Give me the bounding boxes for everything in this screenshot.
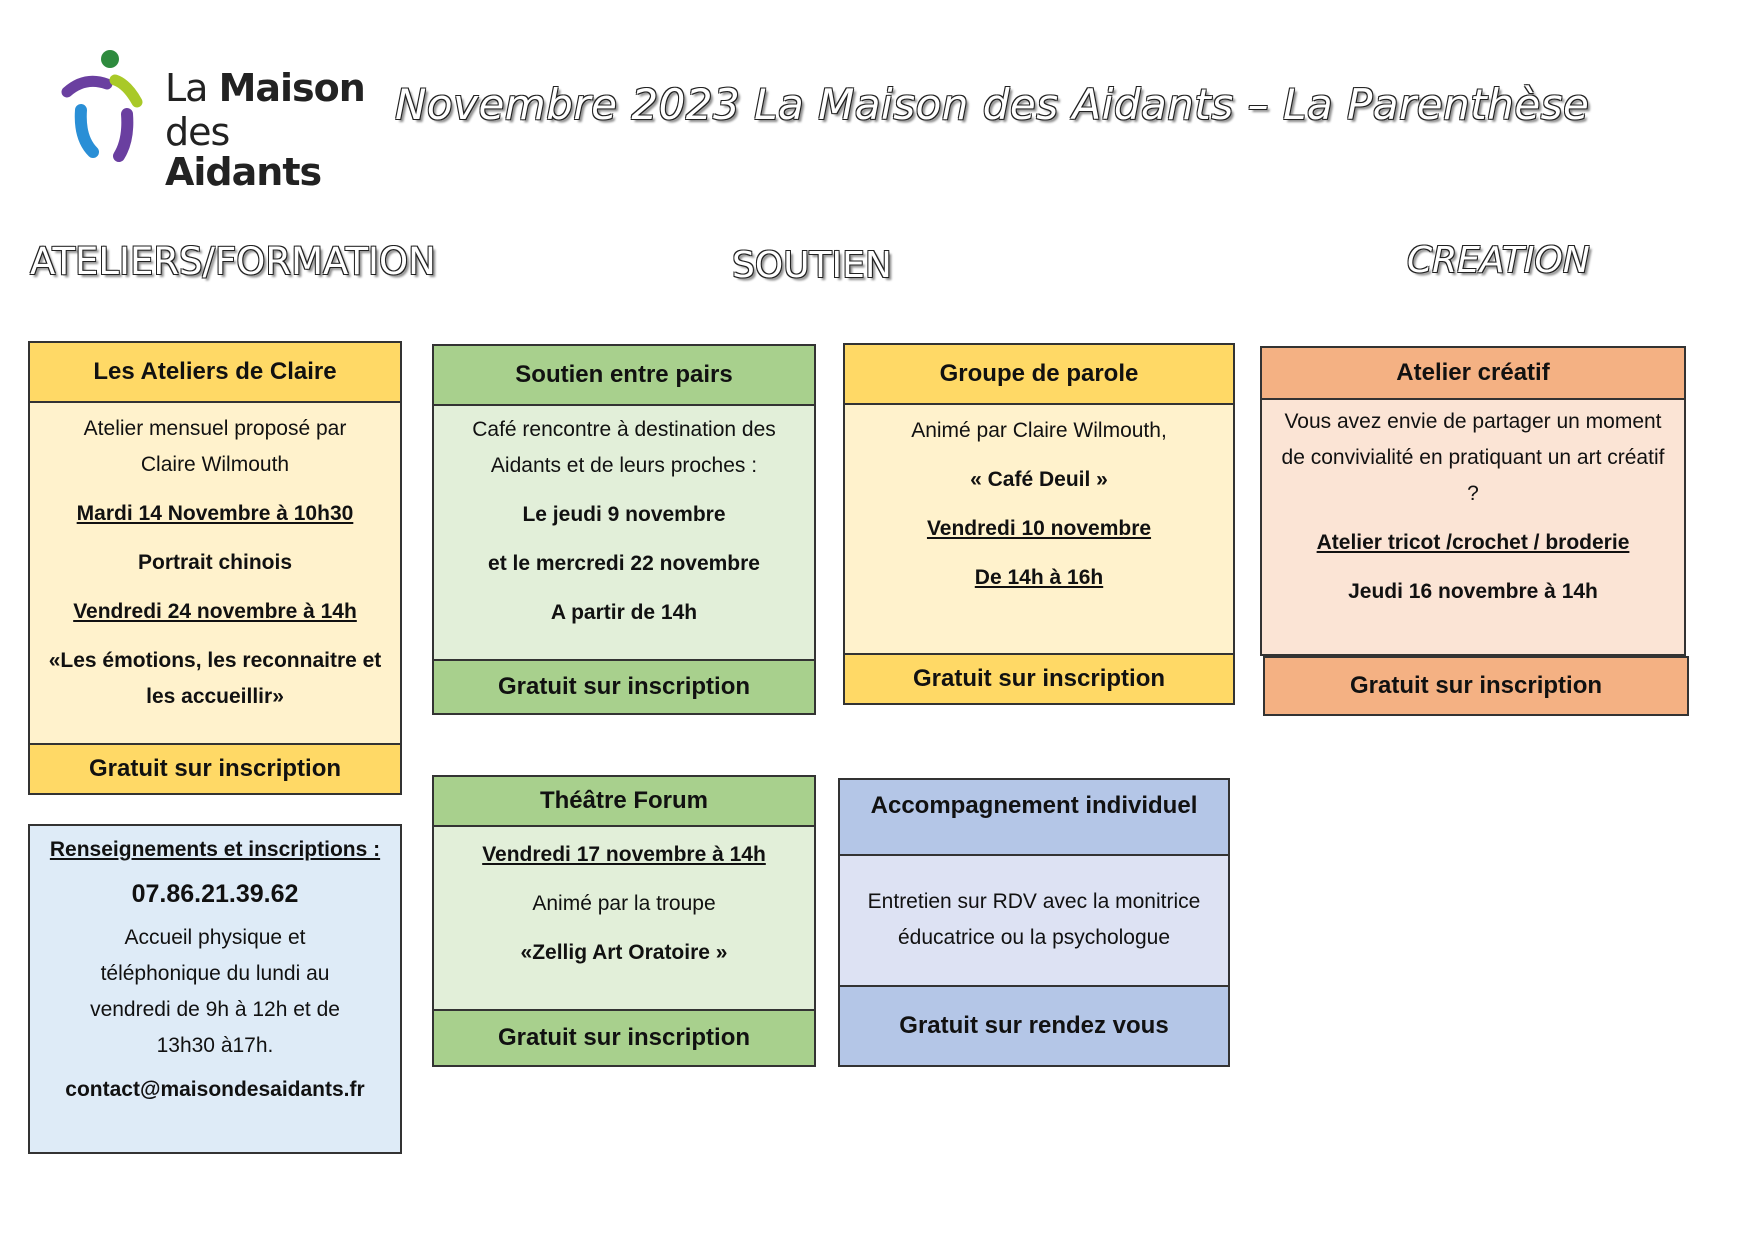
card-header: Groupe de parole: [845, 345, 1233, 405]
card-header: Atelier créatif: [1262, 348, 1684, 400]
section-heading-ateliers: ATELIERS/FORMATION: [30, 240, 436, 283]
card-footer: Gratuit sur inscription: [434, 659, 814, 713]
logo: [55, 42, 365, 194]
card-footer: Gratuit sur rendez vous: [840, 985, 1228, 1065]
card-header: Soutien entre pairs: [434, 346, 814, 406]
card-footer: Gratuit sur inscription: [1349, 672, 1603, 699]
card-header: Accompagnement individuel: [840, 780, 1228, 856]
card-text: Vous avez envie de partager un moment de convivialité en pratiquant un art créatif ?: [1281, 410, 1665, 505]
section-heading-soutien: SOUTIEN: [732, 245, 892, 286]
card-header: Théâtre Forum: [434, 777, 814, 827]
event-date: Jeudi 16 novembre à 14h: [1348, 580, 1598, 603]
card-text: Entretien sur RDV avec la monitrice éducatrice ou la psychologue: [867, 890, 1201, 949]
email-link[interactable]: contact@maisondesaidants.fr: [65, 1078, 365, 1101]
card-text: Café rencontre à destination des Aidants et de leurs proches :: [472, 418, 776, 477]
info-heading: Renseignements et inscriptions :: [49, 838, 381, 861]
logo-line-2: des Aidants: [165, 110, 322, 194]
logo-line-1: La Maison: [165, 66, 365, 110]
phone-number[interactable]: 07.86.21.39.62: [131, 880, 299, 908]
card-groupe-parole: [843, 343, 1235, 705]
card-footer: Gratuit sur inscription: [845, 653, 1233, 703]
card-atelier-creatif-footer: [1263, 656, 1689, 716]
event-time: A partir de 14h: [550, 601, 698, 624]
card-theatre-forum: [432, 775, 816, 1067]
event-date: Vendredi 24 novembre à 14h: [73, 600, 357, 623]
event-date: Mardi 14 Novembre à 10h30: [76, 502, 354, 525]
card-body: [30, 832, 400, 1121]
event-date: et le mercredi 22 novembre: [488, 552, 760, 575]
event-date: Le jeudi 9 novembre: [522, 503, 726, 526]
card-contact-info: [28, 824, 402, 1154]
card-footer: Gratuit sur inscription: [434, 1009, 814, 1065]
card-atelier-creatif: [1260, 346, 1686, 656]
card-accompagnement: [838, 778, 1230, 1067]
card-body: [845, 413, 1233, 609]
card-text: Atelier mensuel proposé par Claire Wilmouth: [83, 417, 347, 476]
logo-figure-icon: [55, 48, 155, 166]
event-date: Vendredi 10 novembre: [926, 517, 1152, 540]
event-time: De 14h à 16h: [974, 566, 1104, 589]
section-heading-creation: CREATION: [1407, 240, 1590, 281]
card-soutien-pairs: [432, 344, 816, 715]
card-body: [434, 837, 814, 984]
card-header: Les Ateliers de Claire: [30, 343, 400, 403]
card-text: Animé par la troupe: [532, 892, 716, 915]
card-body: [1262, 404, 1684, 623]
card-ateliers-claire: [28, 341, 402, 795]
event-topic: Portrait chinois: [137, 551, 293, 574]
opening-hours: Accueil physique et téléphonique du lundi au vendredi de 9h à 12h et de 13h30 à17h.: [90, 926, 340, 1057]
event-topic: «Les émotions, les reconnaitre et les accueillir»: [48, 649, 382, 708]
card-body: [840, 884, 1228, 969]
event-name: « Café Deuil »: [970, 468, 1108, 491]
page-title: Novembre 2023 La Maison des Aidants – La Parenthèse: [395, 80, 1590, 129]
card-text: Animé par Claire Wilmouth,: [911, 419, 1167, 442]
troupe-name: «Zellig Art Oratoire »: [520, 941, 728, 964]
card-body: [434, 412, 814, 644]
card-body: [30, 411, 400, 728]
activity-name: Atelier tricot /crochet / broderie: [1316, 531, 1630, 554]
event-date: Vendredi 17 novembre à 14h: [482, 843, 766, 866]
card-footer: Gratuit sur inscription: [30, 743, 400, 793]
